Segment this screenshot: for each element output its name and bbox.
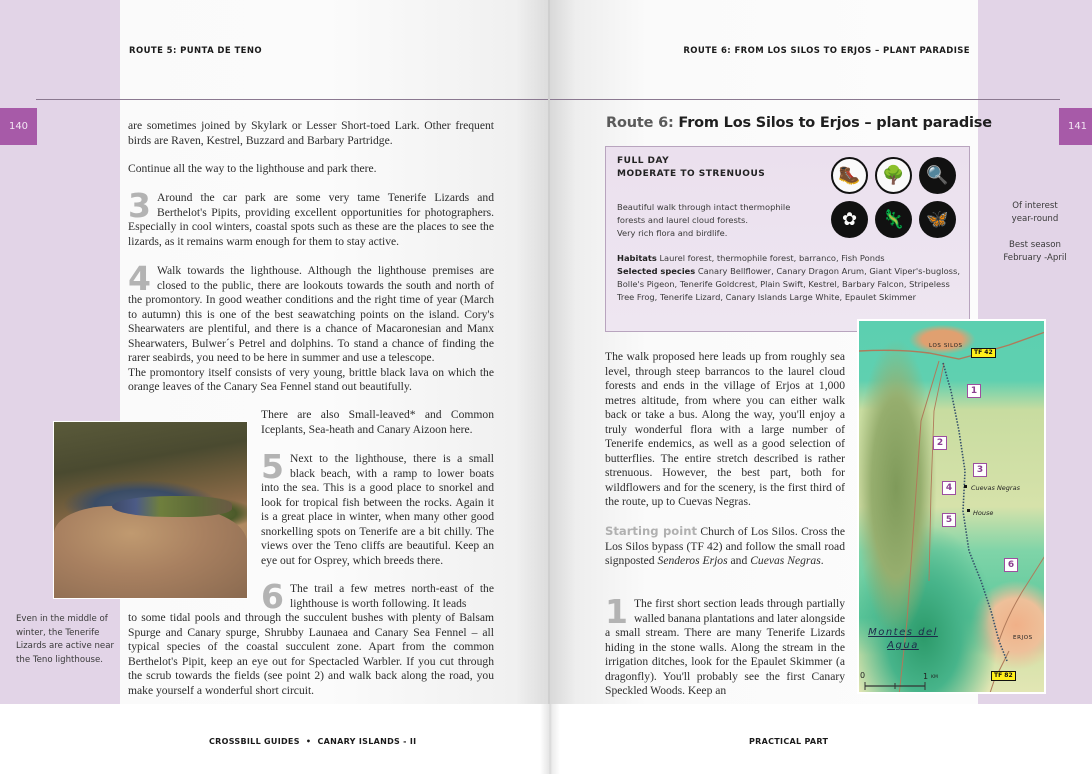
summary-line: Beautiful walk through intact thermophile [617, 202, 791, 212]
interest-value: year-round [1011, 214, 1059, 225]
paragraph-promontory: The promontory itself consists of very young, brittle black lava on which the orange leaves of the Canary Sea Fennel stand out beautifully. [128, 365, 494, 393]
photo-rock [54, 506, 247, 598]
tree-landscape-icon: 🌳 [875, 157, 912, 194]
road-sign-tf42: TF 42 [971, 348, 996, 358]
paragraph-iceplants: There are also Small-leaved* and Common Iceplants, Sea-heath and Canary Aizoon here. [261, 408, 494, 436]
interest-label: Of interest [1012, 201, 1058, 211]
species-row [617, 265, 962, 304]
map-marker-6: 6 [1004, 558, 1018, 572]
area-line-1: Montes del [868, 627, 938, 638]
page-number-right: 141 [1059, 108, 1092, 145]
summary-line: forests and laurel cloud forests. [617, 215, 749, 225]
page-number-left: 140 [0, 108, 37, 145]
scale-end: 1 [923, 672, 929, 681]
map-marker-3: 3 [973, 463, 987, 477]
butterfly-icon: 🦋 [919, 201, 956, 238]
map-marker-4: 4 [942, 481, 956, 495]
route-details [617, 252, 962, 304]
route-summary [617, 201, 837, 240]
point-3 [128, 186, 494, 249]
route-map [857, 319, 1046, 694]
book-gutter [548, 0, 550, 774]
species-label: Selected species [617, 266, 696, 276]
map-marker-1: 1 [967, 384, 981, 398]
season-note [990, 239, 1080, 266]
paragraph-point-3: Around the car park are some very tame Tenerife Lizards and Berthelot's Pipits, providing excellent opportunities for photographers. Especially in cool winters, coastal spots such as these are the places to see the lizards, as it remains warm enough for them to stay active. [128, 191, 494, 248]
paragraph-point-6b: to some tidal pools and through the succulent bushes with plenty of Balsam Spurge and Canary spurge, Shrubby Launaea and Canary Sea Fennel – all typical species of the coastal succulent zone. Apart from the common Berthelot's Pipit, keep an eye out for Spectacled Warbler. If you cut through the scrub towards the fields (see point 2) and walk back along the road, you make yourself a wonderful short circuit. [128, 611, 494, 697]
route-title-prefix: Route 6: [606, 115, 674, 131]
habitats-value: Laurel forest, thermophile forest, barranco, Fish Ponds [659, 253, 885, 263]
scale-start: 0 [860, 671, 866, 680]
species-value: Canary Bellflower, Canary Dragon Arum, Giant Viper's-bugloss, Bolle's Pigeon, Tenerife Goldcrest, Plain Swift, Kestrel, Barbary Falcon, Stripeless Tree Frog, Tenerife Lizard, Canary Islands Large White, Epaulet Skimmer [617, 266, 960, 302]
point-number-6: 6 [261, 577, 284, 616]
infobox-heading [617, 155, 765, 180]
habitats-label: Habitats [617, 253, 657, 263]
photo-lizard [112, 496, 232, 517]
running-head-left: ROUTE 5: PUNTA DE TENO [129, 46, 262, 56]
point-number-5: 5 [261, 447, 284, 486]
footer-right: PRACTICAL PART [749, 737, 829, 746]
route-difficulty: MODERATE TO STRENUOUS [617, 168, 766, 179]
season-label: Best season [1009, 240, 1061, 250]
bottom-margin [0, 704, 1092, 774]
point-number-1: 1 [605, 592, 628, 631]
left-intro-text [128, 119, 494, 148]
summary-line: Very rich flora and birdlife. [617, 228, 728, 238]
paragraph-intro: are sometimes joined by Skylark or Lesser Short-toed Lark. Other frequent birds are Raven, Kestrel, Buzzard and Barbary Partridge. [128, 119, 494, 147]
paragraph-starting-point [605, 524, 845, 569]
map-area-montes-del-agua [863, 626, 943, 652]
area-line-2: Agua [887, 640, 919, 651]
left-continue-text [128, 162, 494, 177]
route-duration: FULL DAY [617, 156, 670, 166]
photo-caption: Even in the middle of winter, the Tenerife Lizards are active near the Teno lighthouse. [16, 614, 115, 665]
point-1 [605, 592, 845, 699]
route-title-main: From Los Silos to Erjos – plant paradise [678, 115, 992, 131]
point-6-continued [128, 611, 494, 698]
interest-note [990, 200, 1080, 227]
starting-point-text: Church of Los Silos. Cross the Los Silos bypass (TF 42) and follow the small road signposted [605, 525, 845, 567]
flower-icon: ✿ [831, 201, 868, 238]
paragraph-route-intro: The walk proposed here leads up from roughly sea level, through steep barrancos to the laurel cloud forests and ends in the village of Erjos at 1,000 metres altitude, from where you can either walk back or take a bus. Along the way, you'll enjoy a truly wonderful flora with a large number of Tenerife endemics, as well as a good selection of butterflies. The entire stretch described is rather strenuous. However, the best part, both for wildflowers and for the scenery, is the first third of the route, up to Cuevas Negras. [605, 350, 845, 508]
point-number-4: 4 [128, 259, 151, 298]
paragraph-point-1: The first short section leads through partially walled banana plantations and later alongside a small stream. There are many Tenerife Lizards hiding in the stone walls. Along the stream in the irrigation ditches, look for the Epaulet Skimmer (a dragonfly). You'll probably see the first Canary Speckled Woods. Keep an [605, 597, 845, 697]
starting-point-label: Starting point [605, 524, 698, 538]
running-head-right: ROUTE 6: FROM LOS SILOS TO ERJOS – PLANT PARADISE [683, 46, 970, 56]
point-number-3: 3 [128, 186, 151, 225]
point-4 [128, 259, 494, 395]
route-icon-grid [831, 157, 961, 238]
route-intro-text [605, 350, 845, 510]
sign-senderos-erjos: Senderos Erjos [657, 554, 728, 567]
map-marker-5: 5 [942, 513, 956, 527]
starting-point-end: . [820, 554, 824, 567]
magnifier-icon: 🔍 [919, 157, 956, 194]
paragraph-point-5: Next to the lighthouse, there is a small black beach, with a ramp to lower boats into the sea. This is a good place to snorkel and look for tropical fish between the rocks. Again it is a great place in winter, when many other good snorkelling spots on Tenerife are a bit chilly. The views over the Teno cliffs are beautiful. Keep an eye out for Osprey, which breeds there. [261, 452, 494, 567]
route-infobox [605, 146, 970, 332]
paragraph-continue: Continue all the way to the lighthouse and park there. [128, 162, 377, 175]
point-4-continued [261, 408, 494, 437]
paragraph-point-6a: The trail a few metres north-east of the lighthouse is worth following. It leads [289, 582, 494, 610]
paragraph-point-4: Walk towards the lighthouse. Although the lighthouse premises are closed to the public, there are lookouts towards the south and north of the promontory. In good weather conditions and the right time of year (March to autumn) this is one of the best seawatching points on the island. Cory's Shearwaters are plentiful, and there is a chance of Macaronesian and Manx Shearwaters, Bulwer´s Petrel and dolphins. To stand a chance of finding the rarer seabirds, you need to be here in summer and use a telescope. [128, 264, 494, 364]
header-rule-left [36, 99, 548, 100]
point-6 [261, 577, 494, 616]
footer-left: CROSSBILL GUIDES • CANARY ISLANDS - II [209, 737, 417, 746]
hiking-boot-icon: 🥾 [831, 157, 868, 194]
map-place-house: House [973, 509, 994, 517]
sign-cuevas-negras: Cuevas Negras [750, 554, 821, 567]
point-5 [261, 447, 494, 568]
map-town-los-silos: LOS SILOS [929, 343, 963, 349]
lizard-photo [53, 421, 248, 599]
habitats-row [617, 252, 962, 265]
gutter-fold-shadow [540, 704, 560, 774]
road-sign-tf82: TF 82 [991, 671, 1016, 681]
starting-point-and: and [730, 554, 748, 567]
map-town-erjos: ERJOS [1013, 635, 1033, 641]
season-value: February -April [1003, 253, 1067, 264]
scale-unit: KM [931, 675, 938, 680]
map-marker-2: 2 [933, 436, 947, 450]
lizard-icon: 🦎 [875, 201, 912, 238]
header-rule-right [550, 99, 1060, 100]
map-place-cuevas-negras: Cuevas Negras [971, 484, 1020, 492]
route-title [606, 115, 992, 131]
starting-point [605, 524, 845, 569]
